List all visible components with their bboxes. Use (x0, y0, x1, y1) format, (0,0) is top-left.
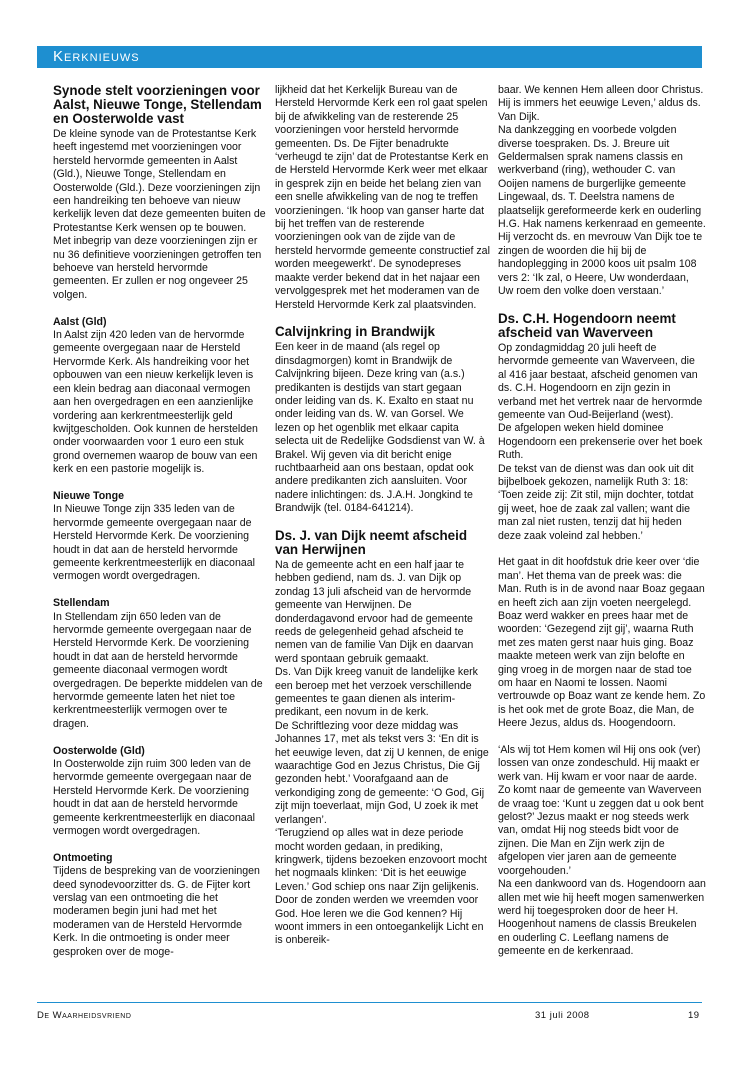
article-paragraph: Tijdens de bespreking van de voorzieningen deed synodevoorzitter ds. G. de Fijter kort verslag van een ontmoeting die het moderamen begin juni had met het moderamen van de Hersteld Hervormde Kerk. In die ontmoeting is onder meer gesproken over de moge- (53, 865, 260, 958)
subheading-ontmoeting: Ontmoeting (53, 851, 113, 864)
footer-publication: De Waarheidsvriend (37, 1010, 132, 1021)
article-title-hogendoorn: Ds. C.H. Hogendoorn neemt afscheid van Waverveen (498, 310, 676, 340)
column-1 (53, 84, 266, 973)
article-paragraph: lijkheid dat het Kerkelijk Bureau van de Hersteld Hervormde Kerk een rol gaat spelen bij de afwikkeling van de resterende 25 voorzieningen voor hersteld hervormde gemeenten. Ds. De Fijter benadrukte ‘verheugd te zijn’ dat de Protestantse Kerk en de Hersteld Hervormde Kerk weer met elkaar in gesprek zijn en beide het belang zien van een snelle afwikkeling van de nog te treffen voorzieningen. ‘Ik hoop van ganser harte dat bij het treffen van de resterende voorzieningen ook van de zijde van de hersteld hervormde gemeente constructief zal worden meegewerkt’. De synodepreses maakte verder bekend dat in het najaar een vervolggesprek met het moderamen van de Hersteld Hervormde Kerk zal plaatsvinden. (275, 84, 490, 311)
article-title-brandwijk: Calvijnkring in Brandwijk (275, 324, 435, 340)
article-paragraph: Na de gemeente acht en een half jaar te hebben gediend, nam ds. J. van Dijk op zondag 13 juli afscheid van de hervormde gemeente van Herwijnen. De donderdagavond ervoor had de gemeente reeds de gelegenheid gehad afscheid te nemen van de familie Van Dijk en daarvan werd spontaan gebruik gemaakt. (275, 558, 474, 665)
article-paragraph: Een keer in de maand (als regel op dinsdagmorgen) komt in Brandwijk de Calvijnkring bijeen. Deze kring van (a.s.) predikanten is destijds van start gegaan onder leiding van ds. K. Exalto en staat nu onder leiding van ds. W. van Gorsel. We lezen op het ogenblik met elkaar capita selecta uit de Redelijke Godsdienst van W. à Brakel. Wij geven via dit bericht enige ruchtbaarheid aan ons bestaan, opdat ook andere predikanten zich aansluiten. Voor nadere inlichtingen: ds. J.A.H. Jongkind te Brandwijk (tel. 0184-641214). (275, 341, 485, 515)
article-paragraph: De kleine synode van de Protestantse Kerk heeft ingestemd met voorzieningen voor hersteld hervormde gemeenten in Aalst (Gld.), Nieuwe Tonge, Stellendam en Oosterwolde (Gld.). Deze voorzieningen zijn een handreiking ten behoeve van nieuw kerkelijk leven dat deze gemeenten buiten de Protestantse Kerk wensen op te bouwen. Met inbegrip van deze voorzieningen zijn er nu 36 definitieve voorzieningen getroffen ten behoeve van hersteld hervormde gemeenten. Er zullen er nog ongeveer 25 volgen. (53, 128, 266, 301)
subheading-stellendam: Stellendam (53, 597, 110, 610)
article-paragraph: De Schriftlezing voor deze middag was Johannes 17, met als tekst vers 3: ‘En dit is het eeuwige leven, dat zij U kennen, de enige waarachtige God en Jezus Christus, Die Gij gezonden hebt.’ Voorafgaand aan de verkondiging zong de gemeente: ‘O God, Gij zijt mijn toeverlaat, mijn God, U zoek ik met verlangen’. (275, 719, 489, 826)
article-title-van-dijk: Ds. J. van Dijk neemt afscheid van Herwijnen (275, 527, 468, 557)
article-paragraph: Het gaat in dit hoofdstuk drie keer over ‘die man’. Het thema van de preek was: die Man. Ruth is in de avond naar Boaz gegaan en heeft zich aan zijn voeten neergelegd. Boaz werd wakker en prees haar met de woorden: ‘Gezegend zijt gij’, waarna Ruth met zes maten gerst naar huis ging. Boaz maakte meteen werk van zijn belofte en ging vroeg in de morgen naar de stad toe om haar en Naomi te lossen. Naomi vertrouwde op Boaz want ze kende hem. Zo is het ook met de grote Boaz, die Man, de Heere Jezus, aldus ds. Hoogendoorn. (498, 556, 706, 730)
article-paragraph: De tekst van de dienst was dan ook uit dit bijbelboek gekozen, namelijk Ruth 3: 18: ‘Toen zeide zij: Zit stil, mijn dochter, totdat gij weet, hoe de zaak zal vallen; want die man zal niet rusten, tenzij dat hij heden deze zaak voleind zal hebben.’ (498, 462, 694, 542)
article-paragraph: ‘Terugziend op alles wat in deze periode mocht worden gedaan, in prediking, kringwerk, tijdens bezoeken enzovoort mocht het nogmaals klinken: ‘Dit is het eeuwige Leven.’ God schiep ons naar Zijn gelijkenis. Door de zonden werden we vreemden voor God. Hoe leren we die God kennen? Hij woont immers in een ontoegankelijk Licht en is onbereik- (275, 827, 487, 947)
article-paragraph: De afgelopen weken hield dominee Hogendoorn een prekenserie over het boek Ruth. (498, 422, 703, 462)
article-paragraph: Op zondagmiddag 20 juli heeft de hervormde gemeente van Waverveen, die al 416 jaar bestaat, afscheid genomen van ds. C.H. Hogendoorn en zijn gezin in verband met het vertrek naar de hervormde gemeente van Oud-Beijerland (west). (498, 341, 703, 421)
subheading-aalst: Aalst (Gld) (53, 315, 107, 328)
footer-page-number: 19 (688, 1010, 700, 1021)
column-3 (498, 84, 706, 959)
section-title: Kerknieuws (53, 48, 140, 65)
article-title-synode: Synode stelt voorzieningen voor Aalst, Nieuwe Tonge, Stellendam en Oosterwolde vast (53, 83, 262, 126)
article-paragraph: In Stellendam zijn 650 leden van de hervormde gemeente overgegaan naar de Hersteld Hervormde Kerk. De voorziening houdt in dat aan de hersteld hervormde gemeente diaconaal vermogen wordt overgedragen. De beperkte middelen van de hervormde gemeente laten het niet toe kerkrentmeesterlijk vermogen over te dragen. (53, 610, 263, 730)
footer-rule (37, 1002, 702, 1003)
section-banner (37, 46, 702, 68)
article-paragraph: Na een dankwoord van ds. Hogendoorn aan allen met wie hij heeft mogen samenwerken werd hij toegesproken door de heer H. Hoogenhout namens de classis Breukelen en ouderling C. Leeflang namens de gemeente en de kerkenraad. (498, 878, 706, 958)
subheading-nieuwe-tonge: Nieuwe Tonge (53, 489, 125, 502)
subheading-oosterwolde: Oosterwolde (Gld) (53, 744, 145, 757)
article-paragraph: In Aalst zijn 420 leden van de hervormde gemeente overgegaan naar de Hersteld Hervormde Kerk. Als handreiking voor het opbouwen van een nieuw kerkelijk leven is een klein bedrag aan diaconaal vermogen aan hen overgedragen en een aanzienlijke vordering aan kerkrentmeesterlijk geld kwijtgescholden. Ook kunnen de herstelden onder voorwaarden voor 1 euro een stuk grond overnemen waarop de bouw van een kerk en een pastorie mogelijk is. (53, 329, 258, 476)
article-paragraph: Ds. Van Dijk kreeg vanuit de landelijke kerk een beroep met het verzoek verschillende gemeentes te gaan dienen als interim-predikant, een novum in de kerk. (275, 666, 478, 719)
article-paragraph: ‘Als wij tot Hem komen wil Hij ons ook (ver) lossen van onze zondeschuld. Hij maakt er werk van. Hij kwam er voor naar de aarde. Zo komt naar de gemeente van Waverveen de vraag toe: ‘Kunt u zeggen dat u ook bent gelost?’ Jezus maakt er nog steeds werk van, omdat Hij nog steeds bidt voor de zijnen. Die Man en Zijn werk zijn de afgelopen vier jaren aan de gemeente voorgehouden.’ (498, 744, 704, 877)
article-paragraph: Na dankzegging en voorbede volgden diverse toespraken. Ds. J. Breure uit Geldermalsen sprak namens classis en werkverband (ring), wethouder C. van Ooijen namens de burgerlijke gemeente Lingewaal, ds. T. Deelstra namens de plaatselijk gereformeerde kerk en ouderling H.G. Hak namens kerkenraad en gemeente. Hij verzocht ds. en mevrouw Van Dijk toe te zingen de woorden die hij bij de handoplegging in 2000 koos uit psalm 108 vers 2: ‘Ik zal, o Heere, Uw wonderdaan, Uw roem den volke doen verstaan.’ (498, 124, 706, 298)
article-paragraph: In Oosterwolde zijn ruim 300 leden van de hervormde gemeente overgegaan naar de Hersteld Hervormde Kerk. De voorziening houdt in dat aan de hersteld hervormde gemeente kerkrentmeesterlijk en diaconaal vermogen wordt overgedragen. (53, 758, 255, 838)
footer-date: 31 juli 2008 (535, 1010, 590, 1021)
article-paragraph: baar. We kennen Hem alleen door Christus. Hij is immers het eeuwige Leven,’ aldus ds. Van Dijk. (498, 84, 704, 123)
article-paragraph: In Nieuwe Tonge zijn 335 leden van de hervormde gemeente overgegaan naar de Hersteld Hervormde Kerk. De voorziening houdt in dat aan de hersteld hervormde gemeente kerkrentmeesterlijk en diaconaal vermogen wordt overgedragen. (53, 503, 255, 583)
column-2 (275, 84, 491, 948)
